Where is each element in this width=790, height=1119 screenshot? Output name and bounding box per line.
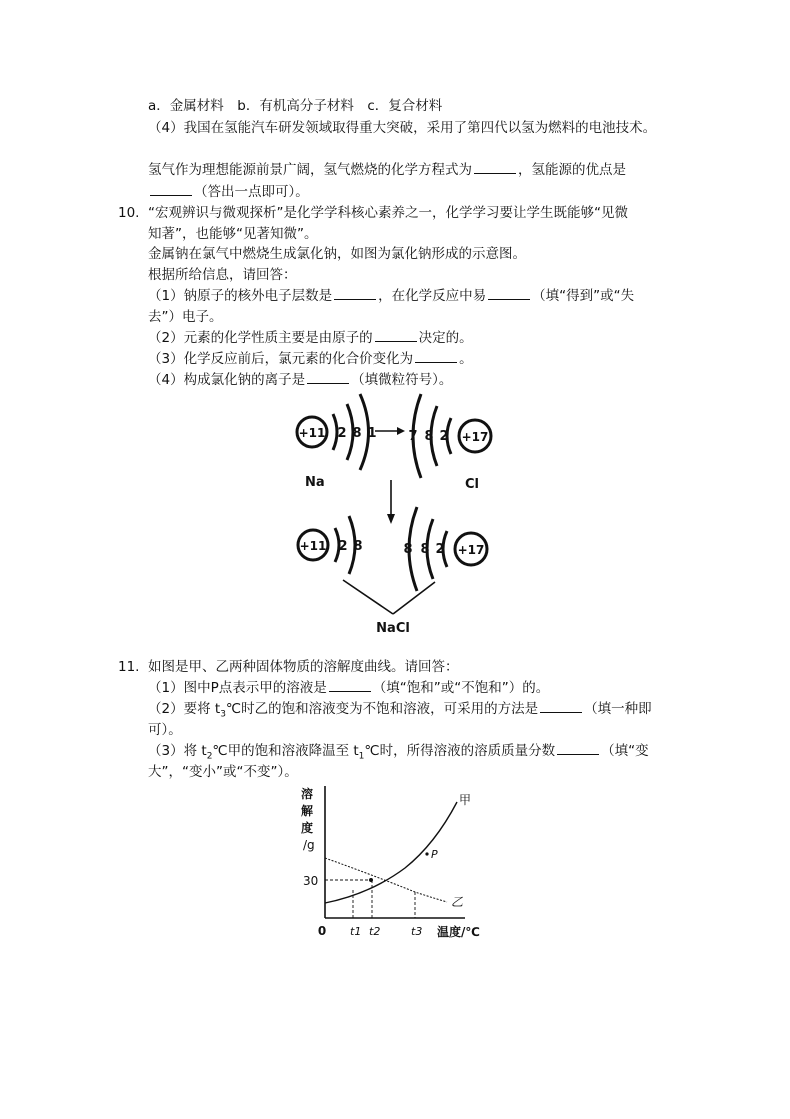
na-nucleus-label: +11 [298,426,326,440]
q11-p3-a: （3）将 t [148,743,207,759]
q10-intro2: 知著”，也能够“见著知微”。 [148,226,318,242]
q10-part4 [148,370,452,390]
q11-p1-b: （填“饱和”或“不饱和”）的。 [372,680,550,696]
answer-blank[interactable] [150,182,192,196]
q9-part4-text-b: ，氢能源的优点是 [518,162,626,178]
answer-blank[interactable] [488,286,530,300]
q10-intro1: “宏观辨识与微观探析”是化学学科核心素养之一，化学学习要让学生既能够“见微 [148,205,628,221]
reaction-arrowhead [387,514,395,524]
q10-number: 10. [118,205,140,221]
q11-part2-line2: 可）。 [148,722,182,738]
q10-intro3: 金属钠在氯气中燃烧生成氯化钠，如图为氯化钠形成的示意图。 [148,246,526,262]
q10-part3 [148,349,473,369]
cl-ion-shell-1: 8 [403,542,413,557]
q11-p2-c: （填一种即 [584,701,652,717]
q11-intro: 如图是甲、乙两种固体物质的溶解度曲线。请回答： [148,659,459,675]
q9-part4-text-c: （答出一点即可）。 [194,184,309,200]
q9-part4-text-a: 氢气作为理想能源前景广阔，氢气燃烧的化学方程式为 [148,162,472,178]
q10-part1-line1 [148,286,634,306]
cl-ion-shell-2: 8 [420,542,430,557]
point-p-dot [425,852,428,855]
q10-intro4: 根据所给信息，请回答： [148,267,297,283]
x-tick-t2: t2 [369,925,381,938]
q11-number: 11. [118,659,140,675]
answer-blank[interactable] [375,328,417,342]
x-tick-t3: t3 [411,925,423,938]
intersection-dot [369,878,373,882]
q11-part3-line2: 大”，“变小”或“不变”）。 [148,764,298,780]
na-ion-shell-2: 8 [353,539,363,554]
y-label-char-4: /g [303,838,315,852]
q11-p3-c: ℃时，所得溶液的溶质质量分数 [364,743,556,759]
answer-blank[interactable] [557,741,599,755]
answer-blank[interactable] [334,286,376,300]
answer-blank[interactable] [540,699,582,713]
q11-part1 [148,678,549,698]
q9-part4-line3 [148,182,309,202]
y-label-char-3: 度 [301,821,314,835]
na-shell-arc [333,414,337,450]
q9-options: a．金属材料 b．有机高分子材料 c．复合材料 [148,98,443,114]
q10-p2-a: （2）元素的化学性质主要是由原子的 [148,330,373,346]
bracket-line-left [343,580,393,614]
answer-blank[interactable] [415,349,457,363]
origin-label: 0 [317,924,327,938]
cl-label: Cl [465,477,479,492]
answer-blank[interactable] [329,678,371,692]
q10-p4-a: （4）构成氯化钠的离子是 [148,372,306,388]
y-label-char-1: 溶 [301,787,314,801]
q11-p3-b: ℃甲的饱和溶液降温至 t [212,743,359,759]
q9-part4-line2 [148,160,626,180]
cl-shell-1: 7 [408,429,418,444]
q11-p2-b: ℃时乙的饱和溶液变为不饱和溶液，可采用的方法是 [225,701,539,717]
solubility-chart [295,782,500,947]
nacl-label: NaCl [376,621,410,636]
na-ion-nucleus-label: +11 [299,539,327,553]
q11-p2-sub: 3 [220,709,226,720]
q11-p3-sub2: 1 [358,751,365,762]
q10-p1-c: （填“得到”或“失 [532,288,635,304]
curve-jia-label: 甲 [459,793,472,807]
electron-transfer-arrowhead [397,427,405,435]
q11-p1-a: （1）图中P点表示甲的溶液是 [148,680,327,696]
q10-p3-b: 。 [459,351,473,367]
q10-p4-b: （填微粒符号）。 [351,372,453,388]
curve-yi-label: 乙 [451,895,464,909]
q11-part2-line1 [148,699,652,725]
q9-part4-line1: （4）我国在氢能汽车研发领域取得重大突破，采用了第四代以氢为燃料的电池技术。 [148,120,657,136]
na-shell-1: 2 [337,426,347,441]
q11-p3-sub1: 2 [206,751,213,762]
cl-nucleus-label: +17 [461,430,489,444]
na-ion-shell-1: 2 [338,539,348,554]
q10-p1-b: ，在化学反应中易 [378,288,487,304]
cl-shell-3: 2 [439,429,449,444]
na-shell-3: 1 [367,426,377,441]
q10-p3-a: （3）化学反应前后，氯元素的化合价变化为 [148,351,414,367]
q10-p2-b: 决定的。 [418,330,473,346]
y-label-char-2: 解 [301,804,314,818]
cl-ion-nucleus-label: +17 [457,543,485,557]
q10-part2 [148,328,473,348]
answer-blank[interactable] [307,370,349,384]
q10-part1-line2: 去”）电子。 [148,309,223,325]
q11-p2-a: （2）要将 t [148,701,221,717]
q10-p1-a: （1）钠原子的核外电子层数是 [148,288,333,304]
y-tick-30: 30 [303,874,319,888]
point-p-label: P [431,848,438,861]
na-shell-2: 8 [352,426,362,441]
cl-shell-2: 8 [424,429,434,444]
q11-p3-d: （填“变 [601,743,649,759]
answer-blank[interactable] [474,160,516,174]
nacl-formation-diagram [285,392,515,637]
na-label: Na [305,475,325,490]
x-tick-t1: t1 [350,925,362,938]
cl-ion-shell-3: 2 [435,542,445,557]
x-axis-label: 温度/℃ [437,925,480,939]
